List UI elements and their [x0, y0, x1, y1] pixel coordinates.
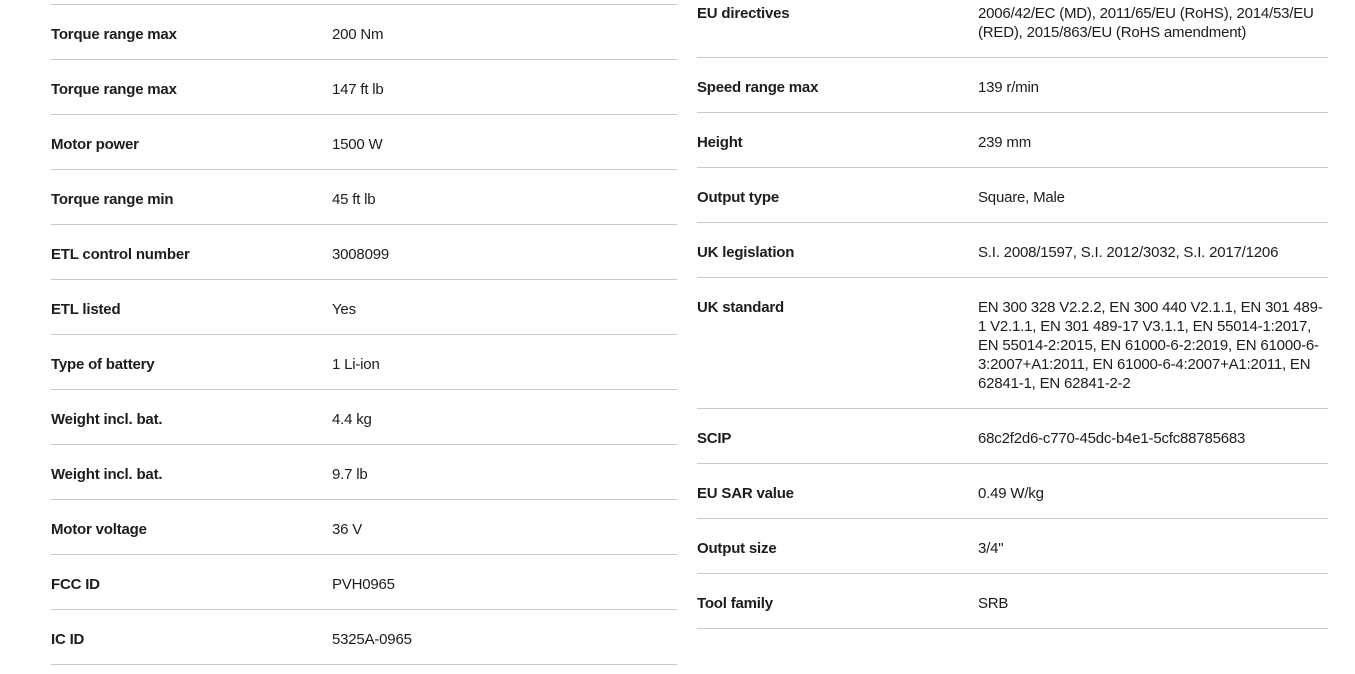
spec-label: Torque range min	[51, 191, 174, 208]
spec-value: 1 Li-ion	[332, 356, 380, 373]
spec-value: 3/4"	[978, 540, 1004, 557]
spec-value: 3008099	[332, 246, 389, 263]
spec-row	[697, 0, 1328, 57]
spec-value: 4.4 kg	[332, 411, 372, 428]
spec-value: 139 r/min	[978, 79, 1039, 96]
spec-row	[51, 224, 677, 279]
spec-label: Height	[697, 134, 743, 151]
spec-row	[51, 114, 677, 169]
spec-label: Motor power	[51, 136, 139, 153]
spec-label: ETL listed	[51, 301, 121, 318]
spec-label: EU SAR value	[697, 485, 794, 502]
spec-column-left	[51, 4, 677, 665]
spec-label: ETL control number	[51, 246, 190, 263]
spec-row	[697, 277, 1328, 408]
spec-row	[51, 444, 677, 499]
spec-label: Torque range max	[51, 81, 177, 98]
spec-value: 45 ft lb	[332, 191, 376, 208]
spec-label: Speed range max	[697, 79, 819, 96]
spec-value: PVH0965	[332, 576, 395, 593]
spec-value: S.I. 2008/1597, S.I. 2012/3032, S.I. 2017/1206	[978, 244, 1279, 261]
spec-value: 200 Nm	[332, 26, 384, 43]
spec-label: Tool family	[697, 595, 773, 612]
spec-row	[51, 334, 677, 389]
spec-value: 1500 W	[332, 136, 383, 153]
spec-row	[697, 408, 1328, 463]
spec-label: Motor voltage	[51, 521, 147, 538]
spec-row	[697, 463, 1328, 518]
spec-row	[51, 169, 677, 224]
spec-label: Weight incl. bat.	[51, 411, 163, 428]
spec-value: 0.49 W/kg	[978, 485, 1044, 502]
spec-label: Weight incl. bat.	[51, 466, 163, 483]
spec-value: EN 300 328 V2.2.2, EN 300 440 V2.1.1, EN 301 489-1 V2.1.1, EN 301 489-17 V3.1.1, EN 55014-1:2017, EN 55014-2:2015, EN 61000-6-2:2019, EN 61000-6-3:2007+A1:2011, EN 61000-6-4:2007+A1:2011, EN 62841-1, EN 62841-2-2	[978, 299, 1323, 392]
spec-label: UK legislation	[697, 244, 795, 261]
spec-row	[697, 57, 1328, 112]
spec-row	[51, 554, 677, 609]
spec-value: 68c2f2d6-c770-45dc-b4e1-5cfc88785683	[978, 430, 1246, 447]
spec-value: 5325A-0965	[332, 631, 412, 648]
spec-label: Output type	[697, 189, 779, 206]
spec-column-right	[697, 0, 1328, 629]
spec-value: 9.7 lb	[332, 466, 368, 483]
spec-value: 239 mm	[978, 134, 1031, 151]
spec-row	[697, 518, 1328, 573]
spec-row	[51, 609, 677, 665]
spec-label: FCC ID	[51, 576, 100, 593]
spec-row	[51, 279, 677, 334]
spec-row	[51, 389, 677, 444]
spec-row	[697, 573, 1328, 629]
spec-label: Torque range max	[51, 26, 177, 43]
spec-value: Square, Male	[978, 189, 1065, 206]
spec-label: SCIP	[697, 430, 732, 447]
spec-value: 2006/42/EC (MD), 2011/65/EU (RoHS), 2014/53/EU (RED), 2015/863/EU (RoHS amendment)	[978, 5, 1314, 41]
spec-value: 147 ft lb	[332, 81, 384, 98]
spec-label: EU directives	[697, 5, 790, 22]
spec-label: IC ID	[51, 631, 85, 648]
spec-value: 36 V	[332, 521, 363, 538]
spec-row	[697, 112, 1328, 167]
spec-value: Yes	[332, 301, 356, 318]
spec-label: UK standard	[697, 299, 784, 316]
spec-label: Type of battery	[51, 356, 155, 373]
spec-value: SRB	[978, 595, 1009, 612]
spec-label: Output size	[697, 540, 777, 557]
spec-row	[697, 167, 1328, 222]
spec-row	[697, 222, 1328, 277]
spec-row	[51, 4, 677, 59]
spec-row	[51, 59, 677, 114]
spec-row	[51, 499, 677, 554]
